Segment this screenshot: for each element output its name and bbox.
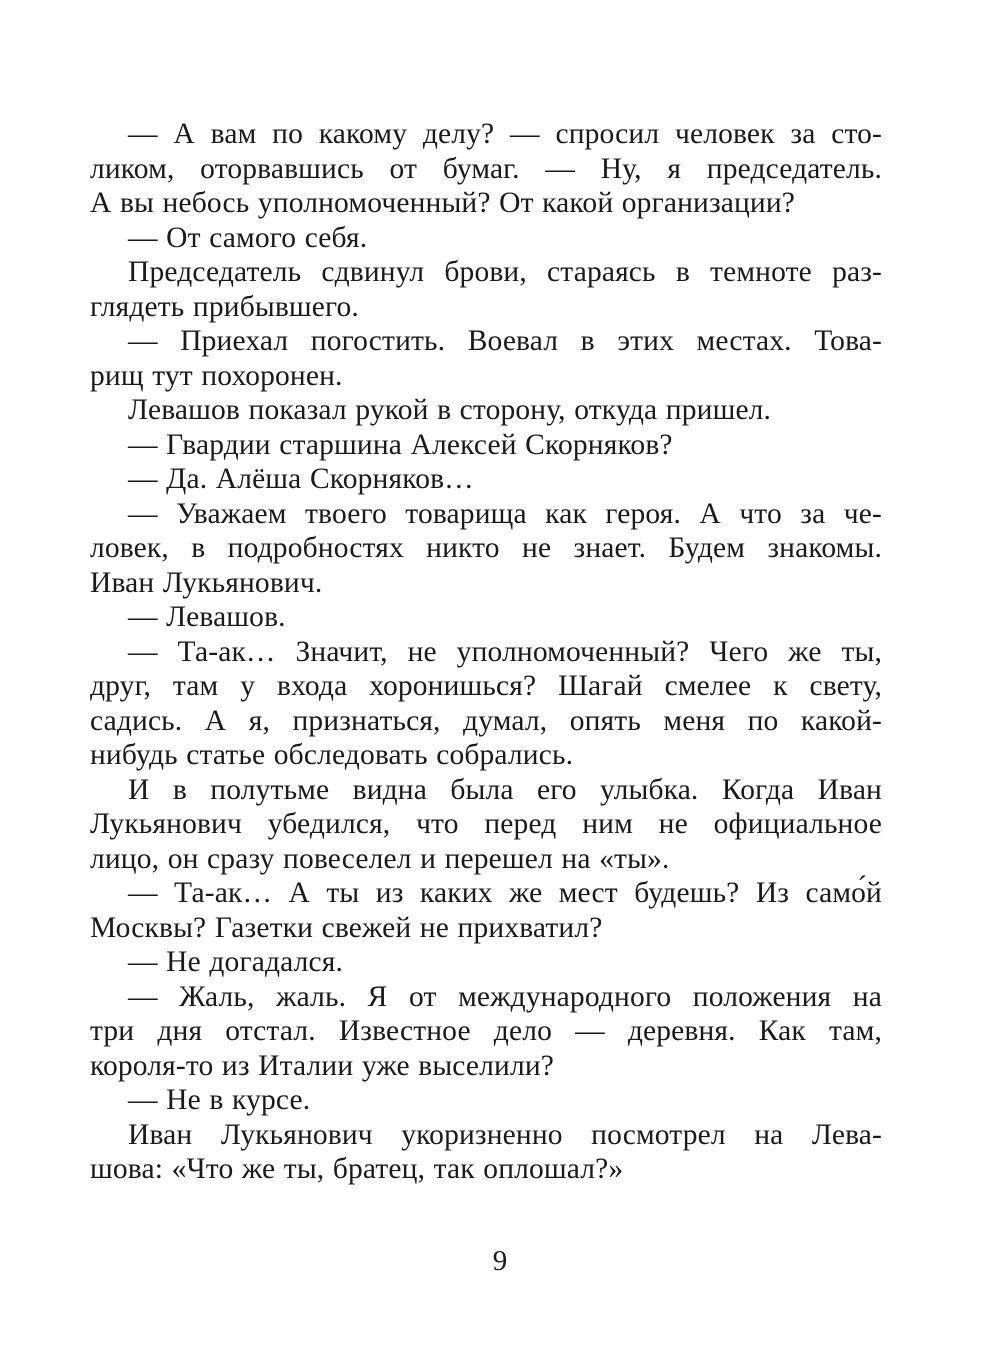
paragraph — [90, 324, 882, 393]
page-number: 9 — [492, 1245, 508, 1277]
text-line: И в полутьме видна была его улыбка. Когда Иван — [128, 773, 882, 806]
text-line: нибудь статье обследовать собрались. — [90, 739, 574, 771]
text-line: — Не в курсе. — [128, 1084, 311, 1116]
text-line: ликом, оторвавшись от бумаг. — Ну, я председатель. — [90, 152, 882, 185]
text-line: Иван Лукьянович укоризненно посмотрел на Лева- — [128, 1118, 882, 1151]
paragraph — [90, 117, 882, 221]
text-line: короля-то из Италии уже выселили? — [90, 1049, 555, 1082]
text-line: три дня отстал. Известное дело — деревня. Как там, — [90, 1015, 882, 1047]
text-line: рищ тут похоронен. — [90, 359, 343, 392]
text-line: Иван Лукьянович. — [90, 566, 323, 599]
paragraph — [90, 221, 882, 256]
text-line: — Та-ак… А ты из каких же мест будешь? Из само́й — [128, 877, 882, 909]
text-line: Москвы? Газетки свежей не прихватил? — [90, 911, 603, 944]
paragraph — [90, 255, 882, 324]
text-line: — От самого себя. — [128, 221, 368, 254]
paragraph — [90, 945, 882, 980]
text-line: — Левашов. — [128, 601, 286, 633]
text-line: ловек, в подробностях никто не знает. Будем знакомы. — [90, 532, 882, 564]
text-line: — Уважаем твоего товарища как героя. А что за че- — [128, 497, 882, 530]
text-line: — Приехал погостить. Воевал в этих местах. Това- — [128, 325, 882, 357]
text-line: — Жаль, жаль. Я от международного положения на — [128, 980, 882, 1013]
text-line: А вы небось уполномоченный? От какой организации? — [90, 187, 796, 219]
paragraph — [90, 497, 882, 601]
paragraph — [90, 1118, 882, 1187]
paragraph — [90, 1083, 882, 1118]
paragraph — [90, 635, 882, 773]
paragraph — [90, 980, 882, 1084]
paragraph — [90, 393, 882, 428]
text-line: Левашов показал рукой в сторону, откуда пришел. — [128, 394, 772, 426]
text-line: Лукьянович убедился, что перед ним не официальное — [90, 808, 882, 840]
paragraph — [90, 773, 882, 877]
text-line: — А вам по какому делу? — спросил человек за сто- — [128, 118, 882, 150]
paragraph — [90, 876, 882, 945]
paragraph — [90, 428, 882, 463]
text-line: садись. А я, признаться, думал, опять меня по какой- — [90, 704, 882, 737]
body-text — [90, 117, 882, 1187]
text-line: — Гвардии старшина Алексей Скорняков? — [128, 428, 673, 461]
text-line: — Не догадался. — [128, 946, 343, 978]
text-line: — Да. Алёша Скорняков… — [128, 463, 474, 495]
text-line: — Та-ак… Значит, не уполномоченный? Чего же ты, — [128, 635, 882, 668]
text-line: Председатель сдвинул брови, стараясь в темноте раз- — [128, 256, 882, 288]
text-line: лицо, он сразу повеселел и перешел на «ты». — [90, 842, 670, 875]
text-line: друг, там у входа хоронишься? Шагай смелее к свету, — [90, 670, 882, 702]
text-line: глядеть прибывшего. — [90, 290, 359, 323]
paragraph — [90, 462, 882, 497]
text-line: шова: «Что же ты, братец, так оплошал?» — [90, 1153, 624, 1185]
paragraph — [90, 600, 882, 635]
